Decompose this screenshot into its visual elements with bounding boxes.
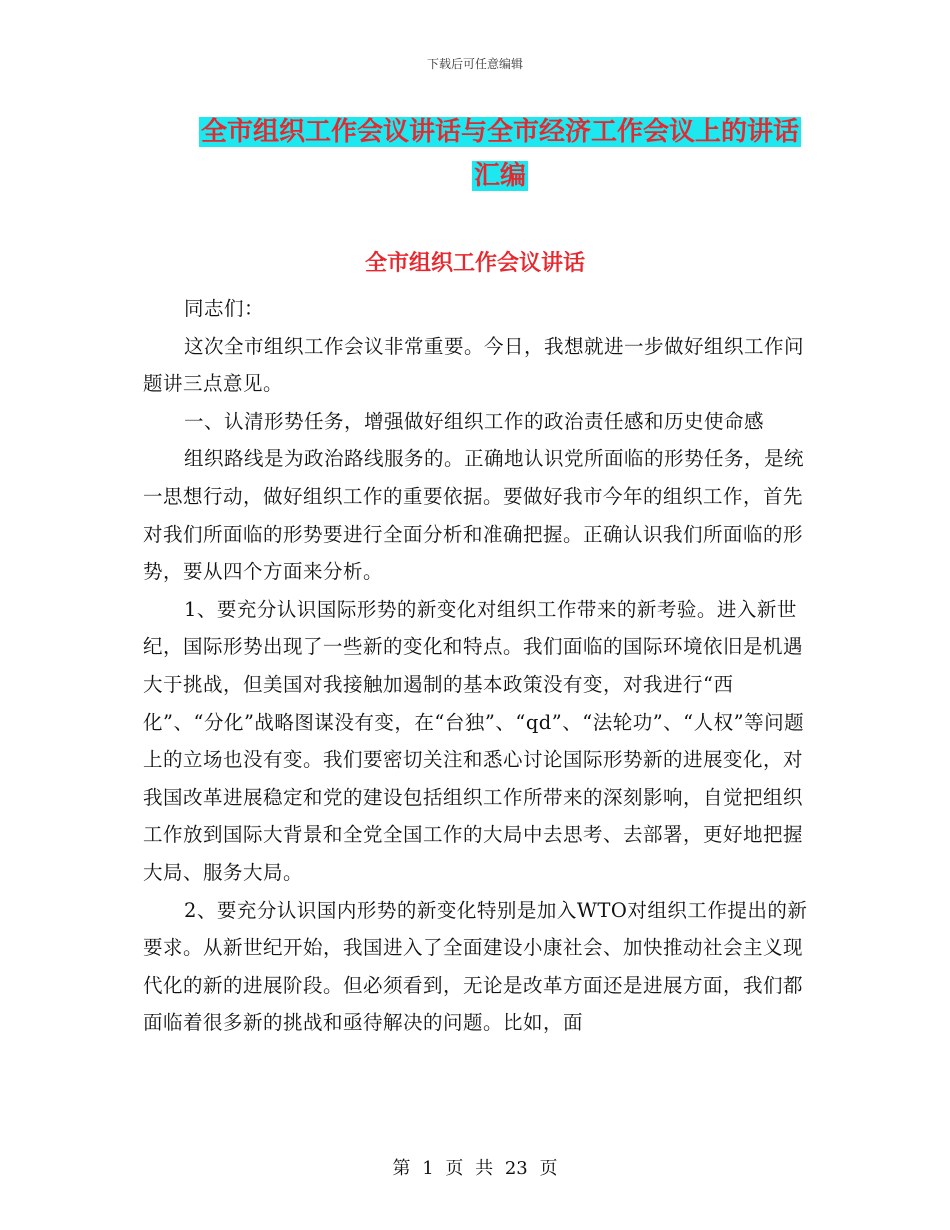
page-header-note: 下载后可任意编辑: [426, 57, 523, 71]
paragraph: 2、要充分认识国内形势的新变化特别是加入WTO对组织工作提出的新要求。从新世纪开始，我国进入了全面建设小康社会、加快推动社会主义现代化的新的进展阶段。但必须看到，无论是改革方面还是进展方面，我们都面临着很多新的挑战和亟待解决的问题。比如，面: [143, 898, 808, 1035]
paragraph: 1、要充分认识国际形势的新变化对组织工作带来的新考验。进入新世纪，国际形势出现了一些新的变化和特点。我们面临的国际环境依旧是机遇大于挑战，但美国对我接触加遏制的基本政策没有变，对我进行“西化”、“分化”战略图谋没有变，在“台独”、“qd”、“法轮功”、“人权”等问题上的立场也没有变。我们要密切关注和悉心讨论国际形势新的进展变化，对我国改革进展稳定和党的建设包括组织工作所带来的深刻影响，自觉把组织工作放到国际大背景和全党全国工作的大局中去思考、去部署，更好地把握大局、服务大局。: [143, 597, 805, 884]
paragraph: 组织路线是为政治路线服务的。正确地认识党所面临的形势任务，是统一思想行动，做好组织工作的重要依据。要做好我市今年的组织工作，首先对我们所面临的形势要进行全面分析和准确把握。正确认识我们所面临的形势，要从四个方面来分析。: [143, 447, 804, 584]
paragraph-greeting: 同志们：: [183, 297, 264, 320]
document-title: [190, 110, 810, 198]
title-line-1: 全市组织工作会议讲话与全市经济工作会议上的讲话: [200, 117, 799, 147]
title-line-2: 汇编: [473, 161, 526, 191]
page-number: 第 1 页 共 23 页: [392, 1158, 558, 1179]
paragraph-heading-1: 一、认清形势任务，增强做好组织工作的政治责任感和历史使命感: [183, 409, 764, 433]
document-body: [143, 290, 808, 1042]
paragraph-intro: 这次全市组织工作会议非常重要。今日，我想就进一步做好组织工作问题讲三点意见。: [143, 334, 804, 396]
section-title: 全市组织工作会议讲话: [364, 251, 585, 276]
